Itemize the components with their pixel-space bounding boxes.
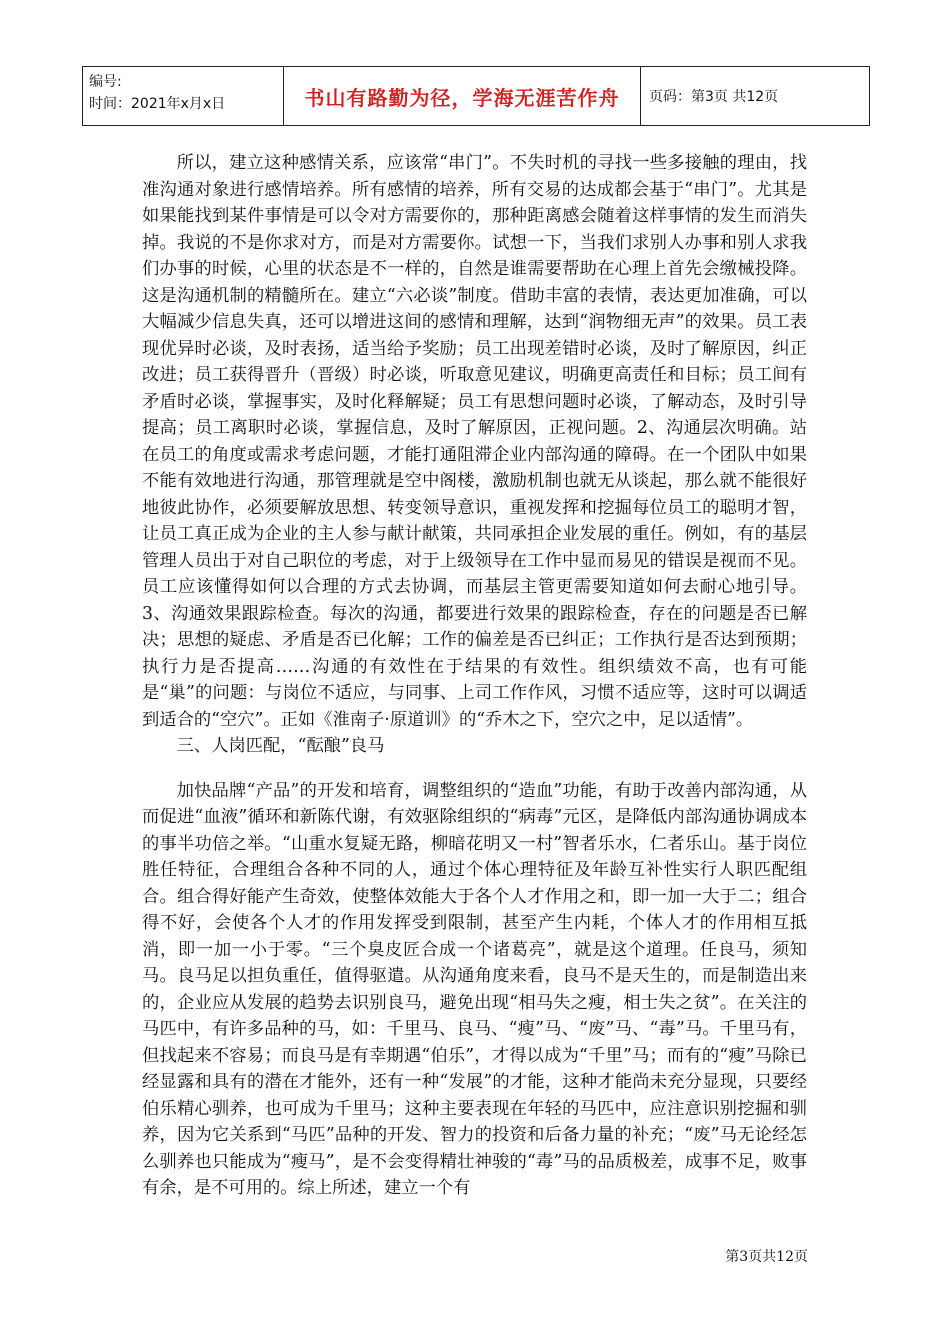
section-heading: 三、人岗匹配，“酝酿”良马 — [176, 736, 385, 756]
header-page-label: 页码：第3页 共12页 — [649, 89, 779, 105]
header-motto: 书山有路勤为径，学海无涯苦作舟 — [284, 67, 641, 125]
page-footer: 第3页共12页 — [725, 1249, 808, 1265]
doc-code-label: 编号: — [89, 74, 122, 90]
header-meta — [83, 67, 284, 125]
paragraph-1: 所以，建立这种感情关系，应该常“串门”。不失时机的寻找一些多接触的理由，找准沟通对象进行感情培养。所有感情的培养，所有交易的达成都会基于“串门”。尤其是如果能找到某件事情是可以令对方需要你的，那种距离感会随着这样事情的发生而消失掉。我说的不是你求对方，而是对方需要你。试想一下，当我们求别人办事和别人求我们办事的时候，心里的状态是不一样的，自然是谁需要帮助在心理上首先会缴械投降。这是沟通机制的精髓所在。建立“六必谈”制度。借助丰富的表情，表达更加准确，可以大幅减少信息失真，还可以增进这间的感情和理解，达到“润物细无声”的效果。员工表现优异时必谈，及时表扬，适当给予奖励；员工出现差错时必谈，及时了解原因，纠正改进；员工获得晋升（晋级）时必谈，听取意见建议，明确更高责任和目标；员工间有矛盾时必谈，掌握事实，及时化释解疑；员工有思想问题时必谈，了解动态，及时引导提高；员工离职时必谈，掌握信息，及时了解原因，正视问题。2、沟通层次明确。站在员工的角度或需求考虑问题，才能打通阻滞企业内部沟通的障碍。在一个团队中如果不能有效地进行沟通，那管理就是空中阁楼，激励机制也就无从谈起，那么就不能很好地彼此协作，必须要解放思想、转变领导意识，重视发挥和挖掘每位员工的聪明才智，让员工真正成为企业的主人参与献计献策，共同承担企业发展的重任。例如，有的基层管理人员出于对自己职位的考虑，对于上级领导在工作中显而易见的错误是视而不见。员工应该懂得如何以合理的方式去协调，而基层主管更需要知道如何去耐心地引导。3、沟通效果跟踪检查。每次的沟通，都要进行效果的跟踪检查，存在的问题是否已解决；思想的疑虑、矛盾是否已化解；工作的偏差是否已纠正；工作执行是否达到预期；执行力是否提高……沟通的有效性在于结果的有效性。组织绩效不高，也有可能是“巢”的问题：与岗位不适应，与同事、上司工作作风，习惯不适应等，这时可以调适到适合的“空穴”。正如《淮南子·原道训》的“乔木之下，空穴之中，足以适情”。 — [142, 153, 807, 730]
doc-date-label: 时间：2021年x月x日 — [89, 96, 226, 112]
document-body — [142, 150, 807, 1202]
page-header — [82, 66, 870, 126]
paragraph-2: 加快品牌“产品”的开发和培育，调整组织的“造血”功能，有助于改善内部沟通，从而促进“血液”循环和新陈代谢，有效驱除组织的“病毒”元区，是降低内部沟通协调成本的事半功倍之举。“山重水复疑无路，柳暗花明又一村”智者乐水，仁者乐山。基于岗位胜任特征，合理组合各种不同的人，通过个体心理特征及年龄互补性实行人职匹配组合。组合得好能产生奇效，使整体效能大于各个人才作用之和，即一加一大于二；组合得不好，会使各个人才的作用发挥受到限制，甚至产生内耗，个体人才的作用相互抵消，即一加一小于零。“三个臭皮匠合成一个诸葛亮”，就是这个道理。任良马，须知马。良马足以担负重任，值得驱遣。从沟通角度来看，良马不是天生的，而是制造出来的，企业应从发展的趋势去识别良马，避免出现“相马失之瘦，相士失之贫”。在关注的马匹中，有许多品种的马，如：千里马、良马、“瘦”马、“废”马、“毒”马。千里马有，但找起来不容易；而良马是有幸期遇“伯乐”，才得以成为“千里”马；而有的“瘦”马除已经显露和具有的潜在才能外，还有一种“发展”的才能，这种才能尚未充分显现，只要经伯乐精心驯养，也可成为千里马；这种主要表现在年轻的马匹中，应注意识别挖掘和驯养，因为它关系到“马匹”品种的开发、智力的投资和后备力量的补充；“废”马无论经怎么驯养也只能成为“瘦马”，是不会变得精壮神骏的“毒”马的品质极差，成事不足，败事有余，是不可用的。综上所述，建立一个有 — [142, 780, 807, 1198]
